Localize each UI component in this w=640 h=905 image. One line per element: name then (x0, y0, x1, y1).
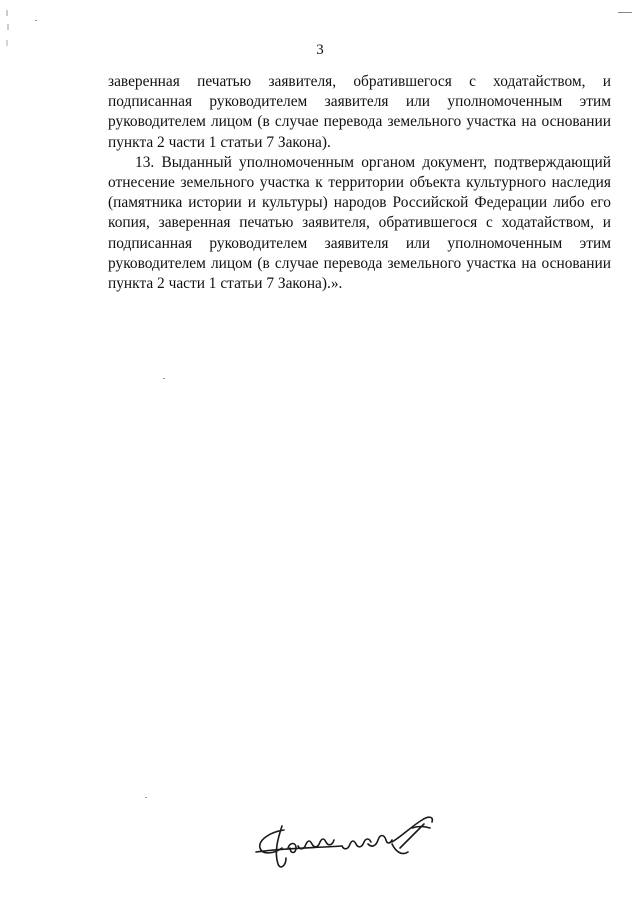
page-number: 3 (316, 42, 324, 58)
paragraph-continuation: заверенная печатью заявителя, обратившегося с ходатайством, и подписанная руководителем заявителя или уполномоченным этим руководителем лицом (в случае перевода земельного участка на основании пункта 2 части 1 статьи 7 Закона). (108, 73, 611, 151)
handwritten-signature-icon (252, 808, 442, 878)
scan-speck (145, 797, 147, 798)
scan-corner-mark (618, 12, 632, 13)
scan-speck (163, 378, 165, 379)
paragraph-item-13: 13. Выданный уполномоченным органом документ, подтверждающий отнесение земельного участка к территории объекта культурного наследия (памятника истории и культуры) народов Российской Федерации либо его копия, заверенная печатью заявителя, обратившегося с ходатайством, и подписанная руководителем заявителя или уполномоченным этим руководителем лицом (в случае перевода земельного участка на основании пункта 2 части 1 статьи 7 Закона).». (108, 153, 611, 293)
document-body (108, 72, 611, 294)
scan-speck (35, 20, 37, 21)
